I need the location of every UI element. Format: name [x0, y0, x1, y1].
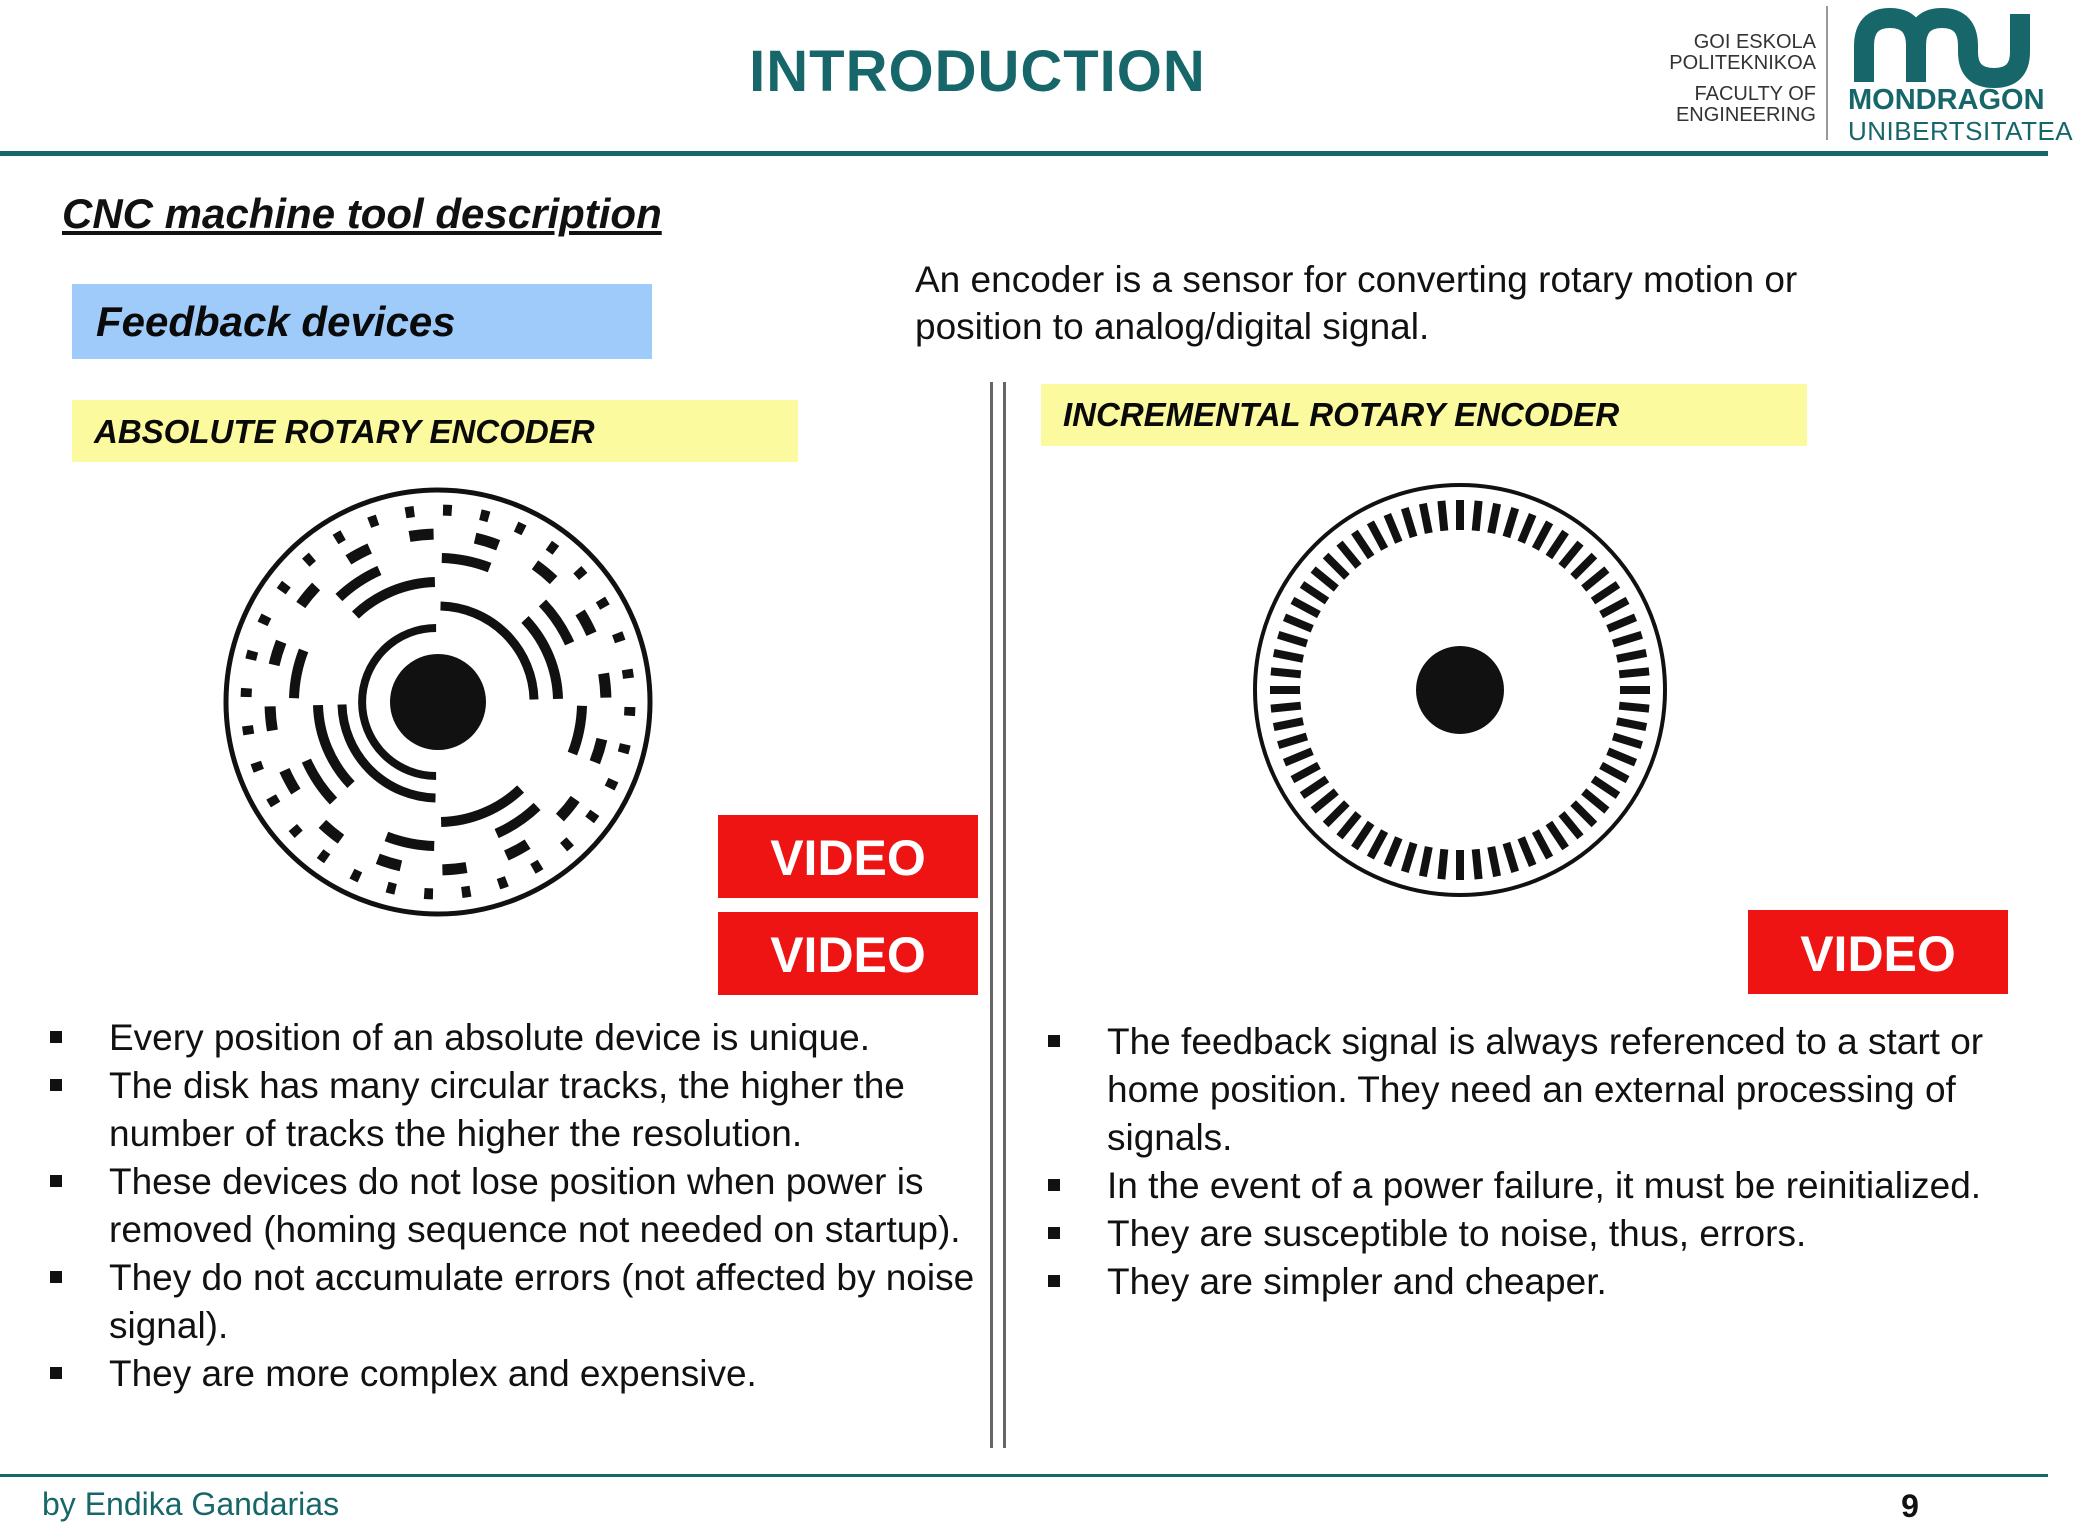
absolute-encoder-disk-icon [222, 486, 654, 918]
absolute-bullet-list [48, 1014, 978, 1398]
absolute-video-button-2[interactable]: VIDEO [718, 912, 978, 995]
list-item: The disk has many circular tracks, the higher the number of tracks the higher the resolution. [48, 1062, 978, 1158]
section-title: CNC machine tool description [62, 190, 662, 237]
header-rule [0, 151, 2048, 156]
page-number: 9 [1901, 1488, 1919, 1524]
list-item: They do not accumulate errors (not affected by noise signal). [48, 1254, 978, 1350]
page-title: INTRODUCTION [749, 39, 1206, 104]
faculty-logo-text [1660, 32, 1816, 126]
university-name: MONDRAGON [1848, 84, 2045, 116]
university-subname: UNIBERTSITATEA [1848, 116, 2073, 146]
incremental-encoder-label: INCREMENTAL ROTARY ENCODER [1041, 384, 1807, 446]
logo-line: FACULTY OF [1694, 83, 1816, 105]
list-item: They are more complex and expensive. [48, 1350, 978, 1398]
list-item: In the event of a power failure, it must be reinitialized. [1046, 1162, 2036, 1210]
list-item: Every position of an absolute device is unique. [48, 1014, 978, 1062]
encoder-definition: An encoder is a sensor for converting rotary motion or position to analog/digital signal. [915, 259, 1798, 347]
list-item: These devices do not lose position when power is removed (homing sequence not needed on startup). [48, 1158, 978, 1254]
logo-divider [1826, 6, 1828, 140]
topic-box: Feedback devices [72, 284, 652, 359]
incremental-bullet-list [1046, 1018, 2036, 1306]
list-item: They are susceptible to noise, thus, errors. [1046, 1210, 2036, 1258]
footer-author: by Endika Gandarias [42, 1486, 340, 1522]
mondragon-logo-icon [1850, 6, 2036, 86]
list-item: The feedback signal is always referenced to a start or home position. They need an external processing of signals. [1046, 1018, 2036, 1162]
absolute-video-button-1[interactable]: VIDEO [718, 815, 978, 898]
absolute-encoder-label: ABSOLUTE ROTARY ENCODER [72, 400, 798, 462]
list-item: They are simpler and cheaper. [1046, 1258, 2036, 1306]
incremental-video-button[interactable]: VIDEO [1748, 910, 2008, 994]
logo-line: POLITEKNIKOA [1669, 52, 1816, 74]
logo-line: GOI ESKOLA [1693, 31, 1816, 53]
incremental-encoder-disk-icon [1248, 478, 1672, 902]
footer-rule [0, 1474, 2048, 1477]
logo-line: ENGINEERING [1675, 104, 1816, 126]
column-divider [990, 382, 1006, 1448]
